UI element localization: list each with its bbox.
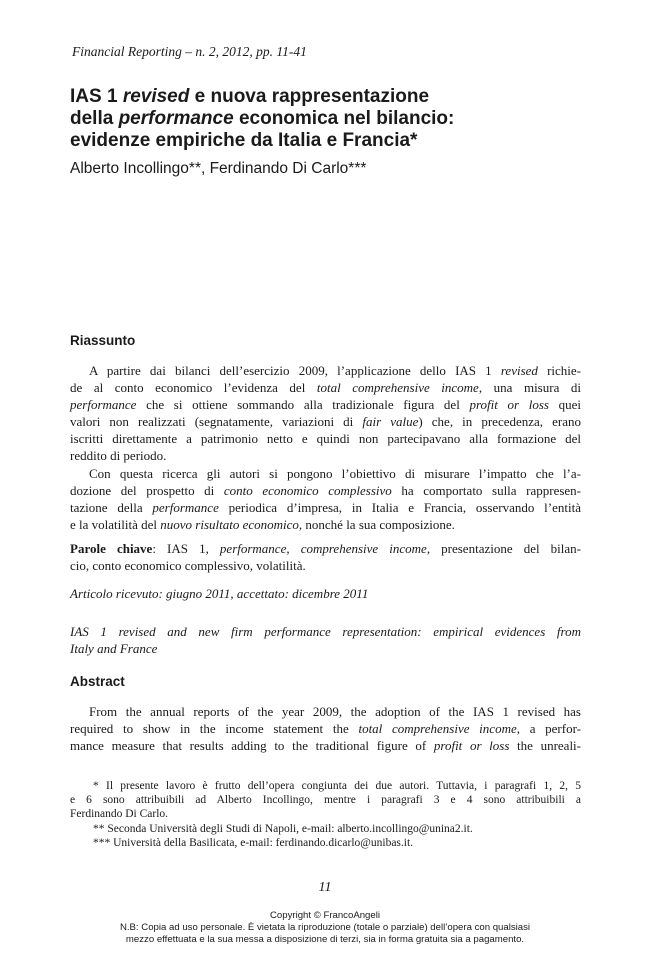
abstract-heading: Abstract [70, 674, 125, 689]
keywords-label: Parole chiave [70, 541, 153, 556]
title-line: IAS 1 revised e nuova rappresentazione [70, 86, 430, 107]
received-date: Articolo ricevuto: giugno 2011, accettato: dicembre 2011 [70, 586, 369, 601]
footnotes: * Il presente lavoro è frutto dell’opera congiunta dei due autori. Tuttavia, i paragrafi 1, 2, 5 e 6 sono attribuibili ad Alberto Incollingo, mentre i paragrafi 3 e 4 sono attribuibili a Ferdinando Di Carlo. ** Seconda Università degli Studi di Napoli, e-mail: alberto.incollingo@unina2.it. *** Università della Basilicata, e-mail: ferdinando.dicarlo@unibas.it. [70, 780, 581, 849]
footnote: ** Seconda Università degli Studi di Napoli, e-mail: alberto.incollingo@unina2.it. [93, 822, 473, 835]
paper-title [70, 86, 590, 152]
authors: Alberto Incollingo**, Ferdinando Di Carlo*** [70, 160, 367, 177]
page-number: 11 [318, 880, 332, 895]
footnote: *** Università della Basilicata, e-mail: ferdinando.dicarlo@unibas.it. [93, 836, 414, 849]
title-line: della performance economica nel bilancio: [70, 108, 455, 129]
journal-header: Financial Reporting – n. 2, 2012, pp. 11-41 [72, 44, 307, 59]
title-line: evidenze empiriche da Italia e Francia* [70, 130, 418, 151]
abstract-paragraph: From the annual reports of the year 2009, the adoption of the IAS 1 revised has required to show in the income statement the total comprehensive income, a perfor- mance measure that results adding to the traditional figure of profit or loss the unreali- [70, 704, 582, 754]
riassunto-heading: Riassunto [70, 333, 136, 348]
footnote: * Il presente lavoro è frutto dell’opera congiunta dei due autori. Tuttavia, i paragrafi 1, 2, 5 [93, 780, 581, 792]
keywords: Parole chiave: IAS 1, performance, comprehensive income, presentazione del bilan- cio, conto economico complessivo, volatilità. [70, 541, 581, 574]
riassunto-paragraph-2: Con questa ricerca gli autori si pongono l’obiettivo di misurare l’impatto che l’a- dozione del prospetto di conto economico complessivo ha comportato sulla rappresen- tazione della performance periodica d’impresa, in Italia e Francia, osservando l’entità e la volatilità del nuovo risultato economico, nonché la sua composizione. [70, 466, 582, 533]
english-title: IAS 1 revised and new firm performance representation: empirical evidences from Italy and France [70, 624, 581, 657]
copyright-notice: Copyright © FrancoAngeli N.B: Copia ad uso personale. È vietata la riproduzione (totale o parziale) dell’opera con qualsiasi mezzo effettuata e la sua messa a disposizione di terzi, sia in forma gratuita sia a pagamento. [119, 910, 531, 945]
riassunto-paragraph-1: A partire dai bilanci dell’esercizio 2009, l’applicazione dello IAS 1 revised richie- de al conto economico l’evidenza del total comprehensive income, una misura di performance che si ottiene sommando alla tradizionale figura del profit or loss quei valori non realizzati (segnatamente, variazioni di fair value) che, in precedenza, erano iscritti direttamente a patrimonio netto e quindi non partecipavano alla formazione del reddito di periodo. [70, 363, 582, 464]
